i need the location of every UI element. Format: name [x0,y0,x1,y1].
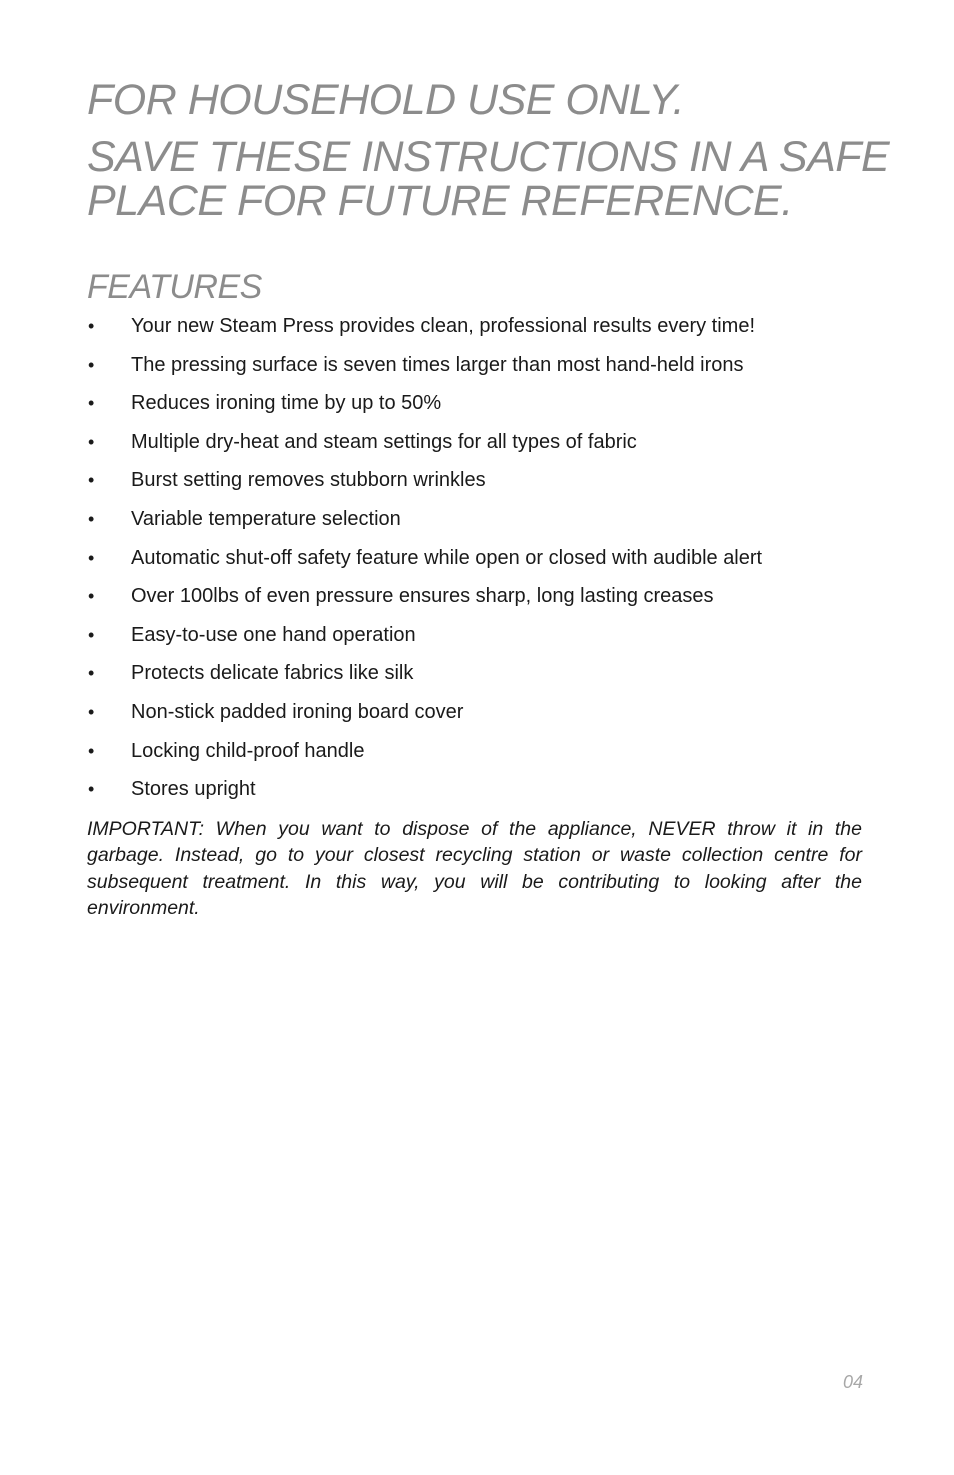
bullet-icon: • [88,779,95,800]
bullet-icon: • [88,393,95,414]
feature-text: Automatic shut-off safety feature while open or closed with audible alert [131,546,763,569]
bullet-icon: • [88,508,95,529]
bullet-icon: • [88,354,95,375]
feature-text: The pressing surface is seven times larger than most hand-held irons [131,353,744,376]
features-title: FEATURES [87,268,262,306]
bullet-icon: • [88,701,95,722]
feature-item [87,507,867,531]
bullet-icon: • [88,431,95,452]
feature-text: Locking child-proof handle [131,739,365,762]
feature-item [87,546,867,570]
household-use-heading: FOR HOUSEHOLD USE ONLY. [87,76,685,124]
bullet-icon: • [88,470,95,491]
feature-item [87,391,867,415]
save-instructions-heading-line-2: PLACE FOR FUTURE REFERENCE. [87,177,793,225]
feature-item [87,430,867,454]
feature-item [87,468,867,492]
bullet-icon: • [88,740,95,761]
feature-text: Non-stick padded ironing board cover [131,700,464,723]
feature-text: Multiple dry-heat and steam settings for all types of fabric [131,430,637,453]
feature-item [87,623,867,647]
feature-text: Your new Steam Press provides clean, professional results every time! [131,315,755,337]
save-instructions-heading-line-1: SAVE THESE INSTRUCTIONS IN A SAFE [87,133,890,181]
bullet-icon: • [88,663,95,684]
important-disposal-note: IMPORTANT: When you want to dispose of the appliance, NEVER throw it in the garbage. Instead, go to your closest recycling station or waste collection centre for subsequent treatment. In this way, you will be contributing to looking after the environment. [87,817,862,920]
feature-item [87,314,867,338]
feature-text: Burst setting removes stubborn wrinkles [131,469,486,492]
feature-text: Over 100lbs of even pressure ensures sharp, long lasting creases [131,585,714,608]
feature-item [87,353,867,377]
page-number: 04 [843,1372,864,1392]
feature-item [87,661,867,685]
feature-text: Variable temperature selection [131,507,401,530]
bullet-icon: • [88,316,95,336]
bullet-icon: • [88,547,95,568]
feature-text: Reduces ironing time by up to 50% [131,392,442,415]
features-list [87,314,867,801]
feature-text: Easy-to-use one hand operation [131,623,416,646]
bullet-icon: • [88,624,95,645]
feature-item [87,777,867,801]
feature-text: Stores upright [131,778,256,801]
feature-item [87,700,867,724]
manual-page [87,76,890,922]
feature-item [87,584,867,608]
feature-item [87,739,867,763]
bullet-icon: • [88,586,95,607]
feature-text: Protects delicate fabrics like silk [131,662,414,685]
